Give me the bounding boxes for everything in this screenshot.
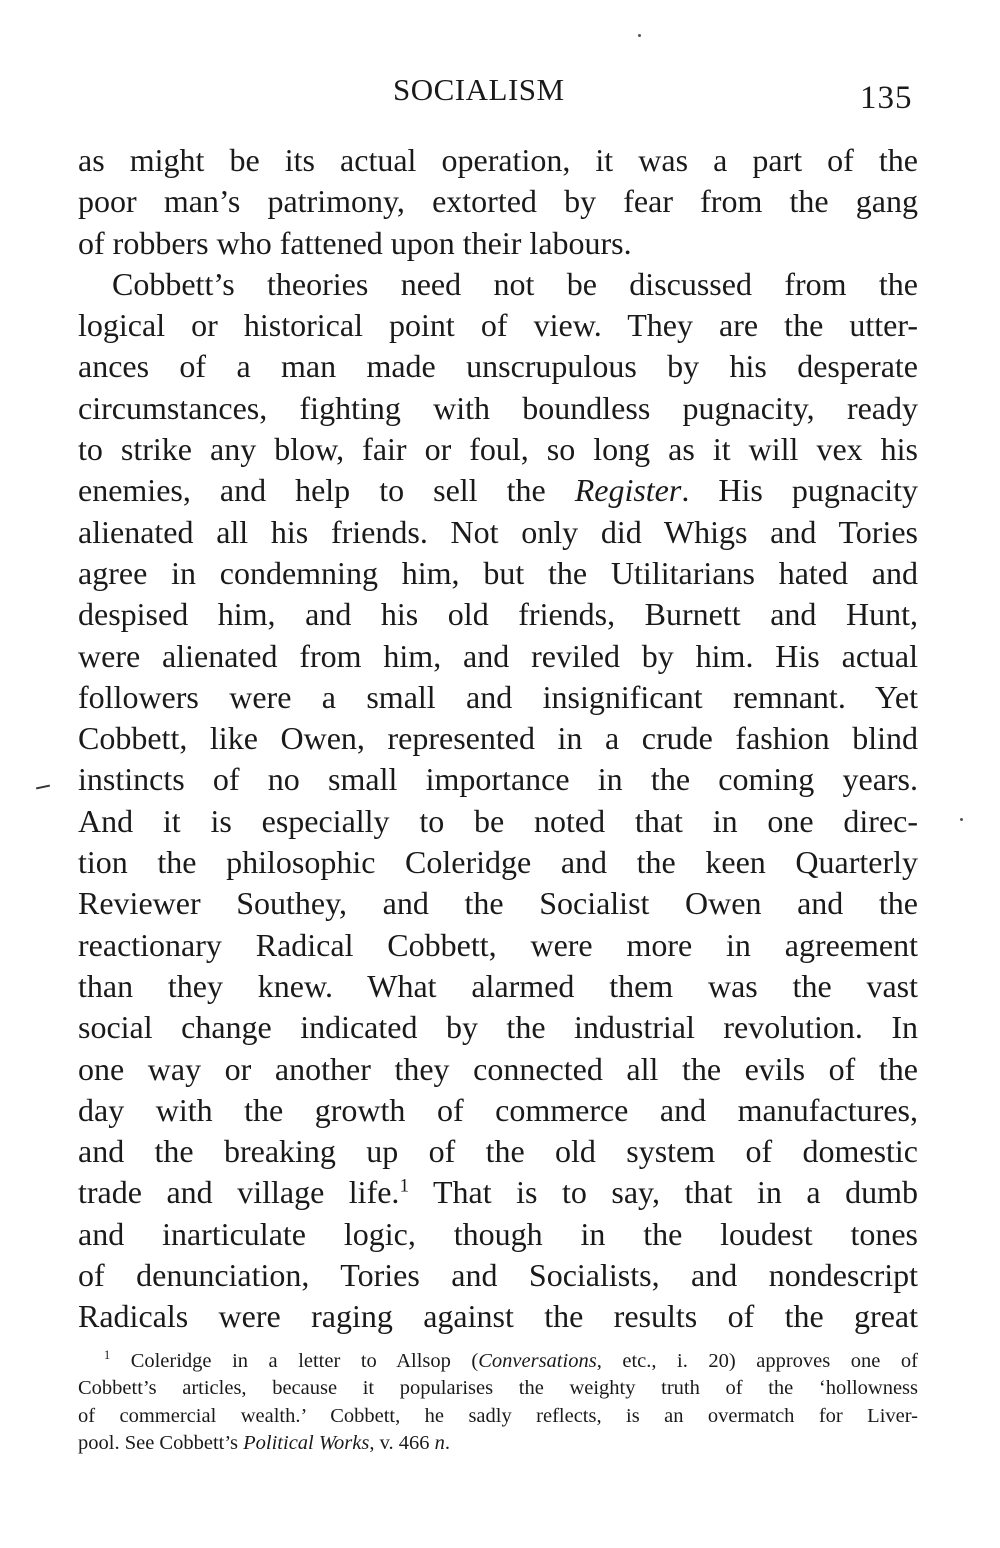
text-line: circumstances, fighting with boundless pugnacity, ready — [78, 389, 918, 426]
text-line: despised him, and his old friends, Burnett and Hunt, — [78, 596, 918, 633]
body-text — [78, 140, 918, 1338]
footnote-line: Cobbett’s articles, because it popularises the weighty truth of the ‘hollowness — [78, 1377, 918, 1400]
text-line: and inarticulate logic, though in the loudest tones — [78, 1215, 918, 1252]
running-head — [0, 72, 1000, 116]
text-segment: trade and village life. — [78, 1174, 400, 1211]
text-line: of robbers who fattened upon their labours. — [78, 224, 632, 261]
footnote-line — [78, 1430, 918, 1457]
text-line: followers were a small and insignificant remnant. Yet — [78, 678, 918, 715]
text-segment: pool. See Cobbett’s — [78, 1431, 244, 1454]
running-head-title: SOCIALISM — [393, 72, 565, 107]
note-abbrev: n — [434, 1431, 445, 1454]
text-line: one way or another they connected all the evils of the — [78, 1050, 918, 1087]
text-segment: enemies, and help to sell the — [78, 472, 575, 509]
text-segment: That is to say, that in a dumb — [409, 1174, 919, 1211]
text-line: than they knew. What alarmed them was the vast — [78, 967, 918, 1004]
text-line: ances of a man made unscrupulous by his desperate — [78, 348, 918, 385]
footnote-line — [78, 1348, 918, 1375]
text-line: as might be its actual operation, it was a part of the — [78, 142, 918, 178]
footnote-reference: 1 — [399, 1175, 410, 1197]
text-line: social change indicated by the industrial revolution. In — [78, 1009, 918, 1046]
footnote — [78, 1348, 918, 1457]
text-line: agree in condemning him, but the Utilitarians hated and — [78, 554, 918, 591]
page-number: 135 — [860, 80, 913, 116]
text-line: and the breaking up of the old system of domestic — [78, 1133, 918, 1170]
text-segment: Coleridge in a letter to Allsop ( — [110, 1350, 479, 1372]
print-speck — [638, 34, 641, 37]
text-line: And it is especially to be noted that in one direc- — [78, 802, 918, 839]
text-line: logical or historical point of view. They are the utter- — [78, 307, 918, 344]
text-line: Reviewer Southey, and the Socialist Owen and the — [78, 885, 918, 922]
text-line: Cobbett’s theories need not be discussed from the — [112, 265, 918, 302]
register-title: Register — [574, 472, 682, 509]
text-line: Cobbett, like Owen, represented in a crude fashion blind — [78, 720, 918, 757]
text-line: instincts of no small importance in the coming years. — [78, 761, 918, 798]
conversations-title: Conversations — [478, 1350, 597, 1372]
text-line: tion the philosophic Coleridge and the keen Quarterly — [78, 844, 918, 881]
text-line: alienated all his friends. Not only did Whigs and Tories — [78, 513, 918, 550]
print-speck — [960, 818, 963, 821]
text-segment: , etc., i. 20) approves one of — [596, 1350, 919, 1372]
text-line — [78, 1172, 918, 1213]
text-line: day with the growth of commerce and manufactures, — [78, 1091, 918, 1128]
text-line: were alienated from him, and reviled by him. His actual — [78, 637, 918, 674]
text-line — [78, 470, 918, 511]
text-line: reactionary Radical Cobbett, were more in agreement — [78, 926, 918, 963]
footnote-marker: 1 — [104, 1348, 111, 1363]
political-works-title: Political Works — [243, 1431, 370, 1454]
text-line: to strike any blow, fair or foul, so long as it will vex his — [78, 431, 918, 468]
text-line: of denunciation, Tories and Socialists, and nondescript — [78, 1257, 918, 1294]
margin-mark — [36, 785, 50, 790]
footnote-line: of commercial wealth.’ Cobbett, he sadly reflects, is an overmatch for Liver- — [78, 1404, 918, 1427]
text-line: poor man’s patrimony, extorted by fear from the gang — [78, 183, 918, 220]
text-line: Radicals were raging against the results of the great — [78, 1298, 918, 1335]
text-segment: . His pugnacity — [681, 472, 919, 509]
text-segment: , v. 466 — [369, 1431, 435, 1454]
text-segment: . — [444, 1431, 451, 1454]
